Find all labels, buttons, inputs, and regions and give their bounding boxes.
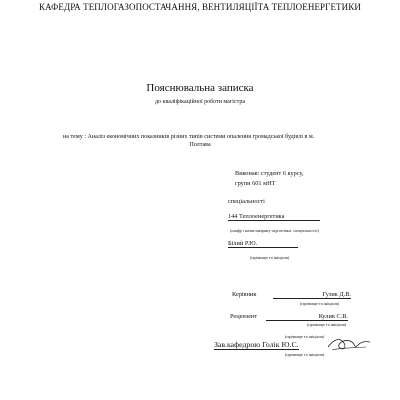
- performer-name-text: Білий Р.Ю.: [228, 240, 298, 248]
- signature-stroke: [328, 340, 370, 349]
- reviewer-name-text: Кулик С.В.: [266, 313, 348, 321]
- head-caption-above: (прізвище та ініціали): [285, 334, 325, 339]
- supervisor-label: Керівник: [232, 291, 257, 298]
- signature-mark: [326, 333, 372, 355]
- document-title: Пояснювальна записка: [146, 82, 254, 94]
- reviewer-name: [266, 313, 348, 321]
- supervisor-caption: (прізвище та ініціали): [300, 301, 340, 306]
- performer-line-1: Виконав: студент 6 курсу,: [235, 170, 304, 177]
- specialty-label: спеціальності: [228, 198, 265, 205]
- topic-line-1: на тему : Аналіз економічних показників різних типів системи опалення громадської будівлі в м.: [63, 134, 315, 140]
- specialty-value: [228, 213, 320, 221]
- specialty-value-text: 144 Теплоенергетика: [228, 213, 320, 221]
- reviewer-label: Рецензент: [230, 313, 258, 320]
- supervisor-name-text: Гузик Д.В.: [273, 291, 351, 299]
- signature-stroke-2: [332, 347, 366, 350]
- head-of-dept-label-text: Зав.кафедрою Голік Ю.С.: [214, 340, 299, 349]
- supervisor-name: [273, 291, 351, 299]
- department-header: КАФЕДРА ТЕПЛОГАЗОПОСТАЧАННЯ, ВЕНТИЛЯЦІЇТА ТЕПЛОЕНЕРГЕТИКИ: [39, 2, 361, 12]
- performer-line-2: групи 601 мНТ: [235, 180, 276, 187]
- reviewer-caption: (прізвище та ініціали): [307, 322, 347, 327]
- performer-name-caption: (прізвище та ініціали): [250, 255, 290, 260]
- head-of-dept-label: [214, 340, 299, 350]
- head-caption: (прізвище та ініціали): [285, 352, 325, 357]
- topic-line-2: Полтава: [189, 142, 211, 148]
- specialty-caption: (шифр і назва напряму підготовки, спеціальності): [230, 228, 319, 233]
- performer-name: [228, 240, 298, 248]
- document-subtitle: до кваліфікаційної роботи магістра: [155, 99, 245, 105]
